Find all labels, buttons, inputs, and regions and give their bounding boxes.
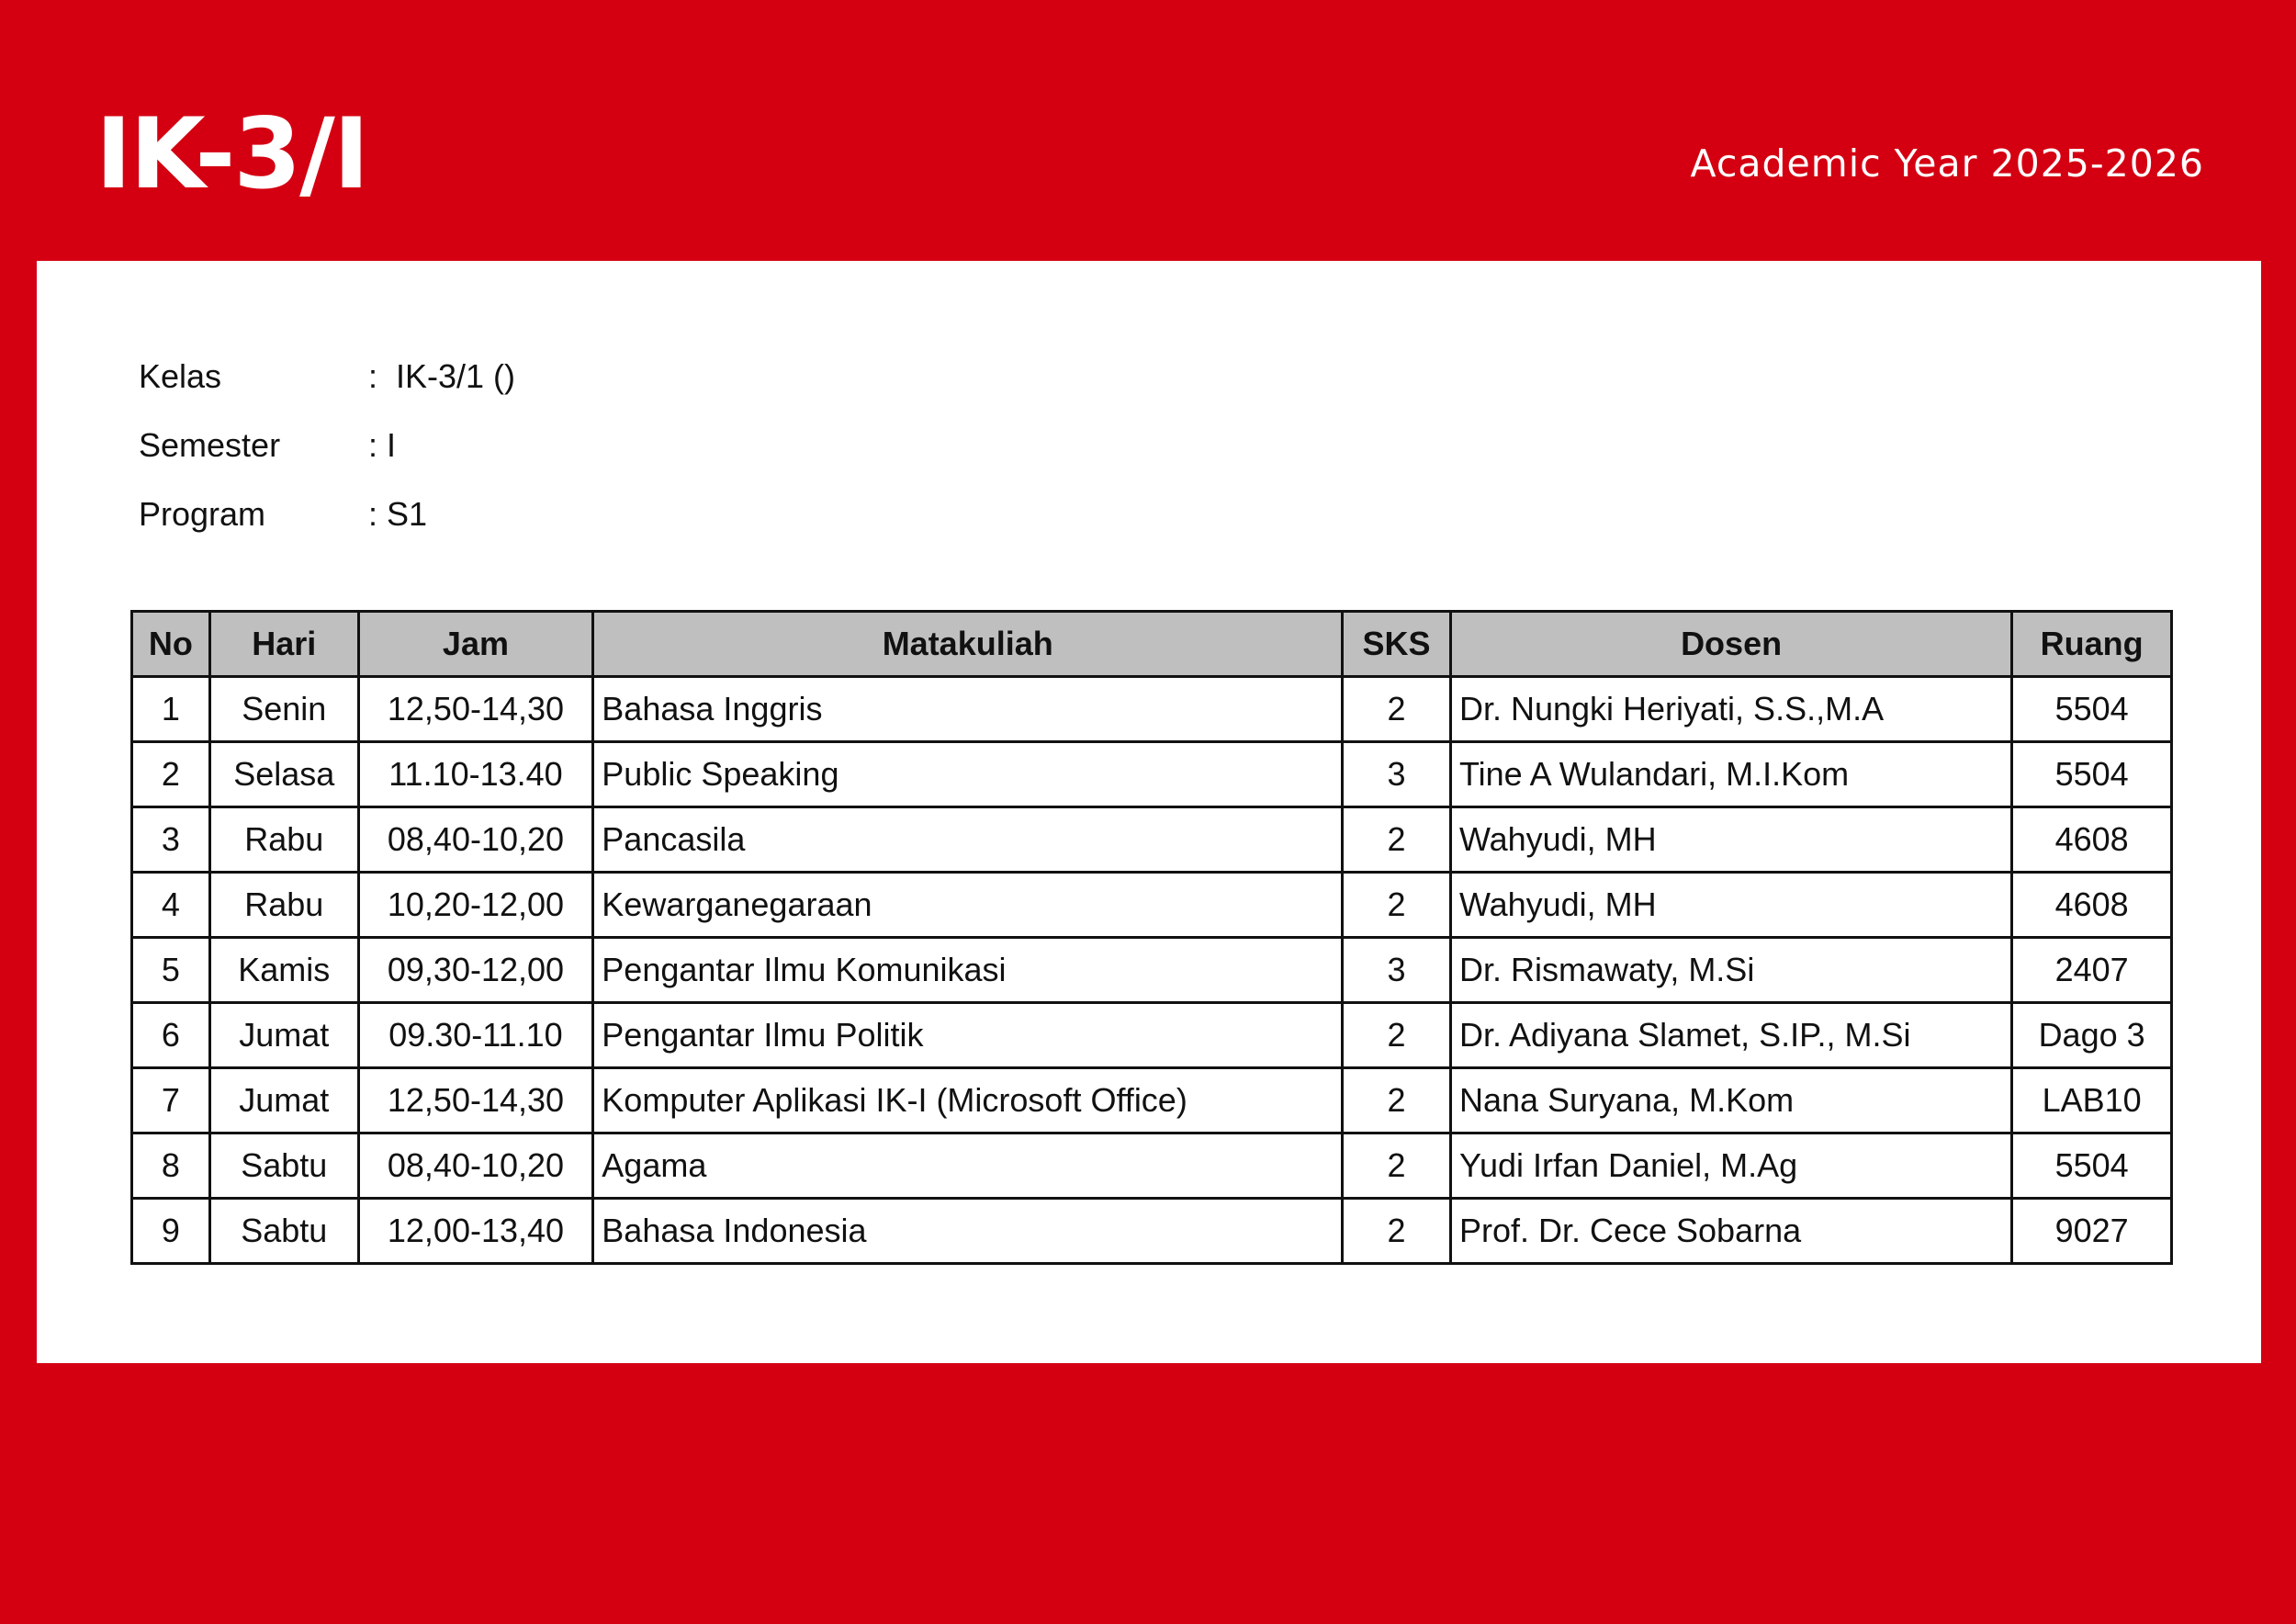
- header-matakuliah: Matakuliah: [593, 612, 1343, 677]
- cell-jam: 11.10-13.40: [358, 742, 593, 807]
- cell-sks: 2: [1343, 1068, 1451, 1133]
- cell-dosen: Wahyudi, MH: [1450, 807, 2011, 873]
- cell-hari: Senin: [209, 677, 358, 742]
- header-sks: SKS: [1343, 612, 1451, 677]
- info-row-program: [139, 479, 515, 548]
- table-row: [132, 1133, 2172, 1199]
- cell-sks: 2: [1343, 1003, 1451, 1068]
- info-row-semester: [139, 411, 515, 479]
- header-no: No: [132, 612, 210, 677]
- cell-no: 7: [132, 1068, 210, 1133]
- cell-dosen: Prof. Dr. Cece Sobarna: [1450, 1199, 2011, 1264]
- cell-sks: 3: [1343, 938, 1451, 1003]
- cell-matakuliah: Agama: [593, 1133, 1343, 1199]
- table-row: [132, 938, 2172, 1003]
- cell-no: 1: [132, 677, 210, 742]
- cell-no: 9: [132, 1199, 210, 1264]
- cell-no: 3: [132, 807, 210, 873]
- cell-hari: Selasa: [209, 742, 358, 807]
- cell-dosen: Yudi Irfan Daniel, M.Ag: [1450, 1133, 2011, 1199]
- cell-dosen: Tine A Wulandari, M.I.Kom: [1450, 742, 2011, 807]
- cell-dosen: Wahyudi, MH: [1450, 873, 2011, 938]
- kelas-label: Kelas: [139, 356, 222, 395]
- cell-ruang: Dago 3: [2012, 1003, 2172, 1068]
- table-row: [132, 677, 2172, 742]
- cell-sks: 2: [1343, 1199, 1451, 1264]
- cell-dosen: Nana Suryana, M.Kom: [1450, 1068, 2011, 1133]
- cell-jam: 10,20-12,00: [358, 873, 593, 938]
- semester-label: Semester: [139, 425, 281, 464]
- class-info: [139, 342, 515, 548]
- cell-dosen: Dr. Adiyana Slamet, S.IP., M.Si: [1450, 1003, 2011, 1068]
- table-body: [132, 677, 2172, 1264]
- cell-hari: Kamis: [209, 938, 358, 1003]
- table-header-row: [132, 612, 2172, 677]
- cell-ruang: 9027: [2012, 1199, 2172, 1264]
- header-ruang: Ruang: [2012, 612, 2172, 677]
- kelas-value: : IK-3/1 (): [368, 356, 516, 395]
- cell-jam: 12,00-13,40: [358, 1199, 593, 1264]
- header-dosen: Dosen: [1450, 612, 2011, 677]
- cell-jam: 09,30-12,00: [358, 938, 593, 1003]
- cell-ruang: 5504: [2012, 1133, 2172, 1199]
- table-row: [132, 742, 2172, 807]
- cell-jam: 09.30-11.10: [358, 1003, 593, 1068]
- info-row-kelas: [139, 342, 515, 411]
- cell-matakuliah: Komputer Aplikasi IK-I (Microsoft Office): [593, 1068, 1343, 1133]
- cell-no: 2: [132, 742, 210, 807]
- cell-jam: 08,40-10,20: [358, 807, 593, 873]
- page-title: IK-3/I: [96, 97, 368, 210]
- header-hari: Hari: [209, 612, 358, 677]
- cell-dosen: Dr. Rismawaty, M.Si: [1450, 938, 2011, 1003]
- schedule-panel: [37, 261, 2261, 1363]
- cell-matakuliah: Public Speaking: [593, 742, 1343, 807]
- cell-ruang: 5504: [2012, 677, 2172, 742]
- program-value: : S1: [368, 494, 428, 533]
- cell-sks: 2: [1343, 677, 1451, 742]
- cell-sks: 2: [1343, 807, 1451, 873]
- cell-hari: Rabu: [209, 807, 358, 873]
- cell-jam: 12,50-14,30: [358, 1068, 593, 1133]
- cell-matakuliah: Pancasila: [593, 807, 1343, 873]
- cell-dosen: Dr. Nungki Heriyati, S.S.,M.A: [1450, 677, 2011, 742]
- cell-matakuliah: Bahasa Inggris: [593, 677, 1343, 742]
- semester-value: : I: [368, 425, 397, 464]
- cell-hari: Jumat: [209, 1003, 358, 1068]
- cell-hari: Sabtu: [209, 1199, 358, 1264]
- cell-no: 8: [132, 1133, 210, 1199]
- table-row: [132, 807, 2172, 873]
- cell-hari: Rabu: [209, 873, 358, 938]
- cell-matakuliah: Kewarganegaraan: [593, 873, 1343, 938]
- header-jam: Jam: [358, 612, 593, 677]
- cell-ruang: 4608: [2012, 873, 2172, 938]
- cell-sks: 2: [1343, 1133, 1451, 1199]
- cell-ruang: LAB10: [2012, 1068, 2172, 1133]
- cell-ruang: 4608: [2012, 807, 2172, 873]
- cell-sks: 3: [1343, 742, 1451, 807]
- cell-no: 5: [132, 938, 210, 1003]
- table-row: [132, 873, 2172, 938]
- schedule-table: [130, 610, 2173, 1265]
- cell-ruang: 5504: [2012, 742, 2172, 807]
- table-row: [132, 1068, 2172, 1133]
- cell-matakuliah: Bahasa Indonesia: [593, 1199, 1343, 1264]
- academic-year: Academic Year 2025-2026: [1690, 141, 2204, 186]
- cell-matakuliah: Pengantar Ilmu Komunikasi: [593, 938, 1343, 1003]
- cell-matakuliah: Pengantar Ilmu Politik: [593, 1003, 1343, 1068]
- cell-no: 6: [132, 1003, 210, 1068]
- cell-jam: 08,40-10,20: [358, 1133, 593, 1199]
- cell-sks: 2: [1343, 873, 1451, 938]
- cell-jam: 12,50-14,30: [358, 677, 593, 742]
- table-row: [132, 1003, 2172, 1068]
- cell-hari: Sabtu: [209, 1133, 358, 1199]
- cell-ruang: 2407: [2012, 938, 2172, 1003]
- table-row: [132, 1199, 2172, 1264]
- cell-no: 4: [132, 873, 210, 938]
- program-label: Program: [139, 494, 266, 533]
- cell-hari: Jumat: [209, 1068, 358, 1133]
